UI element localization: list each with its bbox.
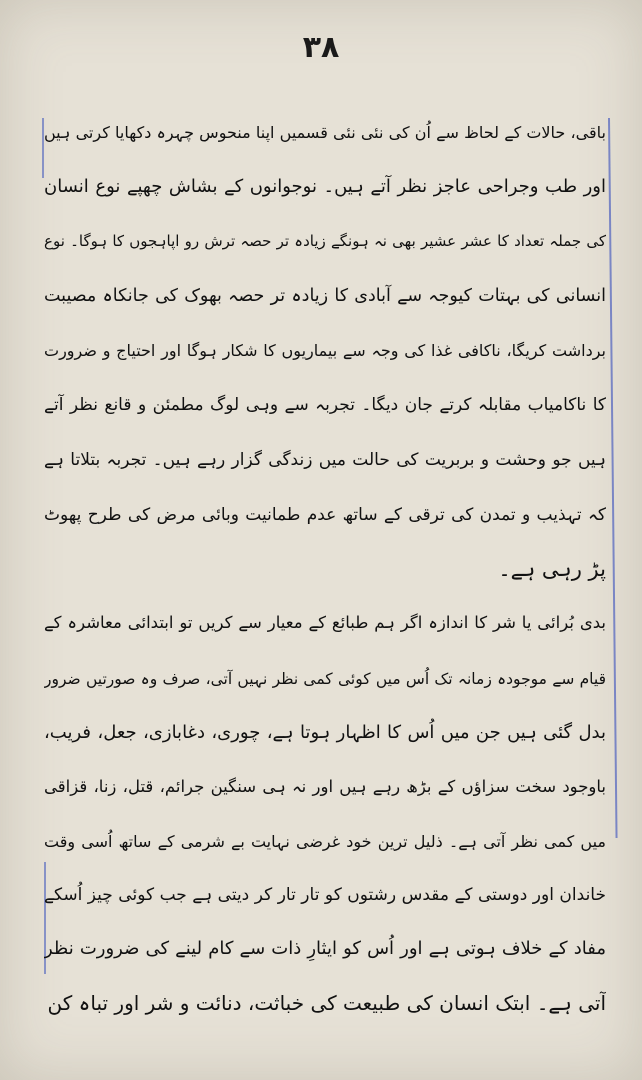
text-line: کی جملہ تعداد کا عشر عشیر بھی نہ ہونگے زیادہ تر حصہ ترش رو اپاہجوں کا ہوگا۔ نوع [44, 232, 606, 250]
text-line: خاندان اور دوستی کے مقدس رشتوں کو تار تار کر دیتی ہے جب کوئی چیز اُسکے [44, 885, 606, 905]
text-line: باقی، حالات کے لحاظ سے اُن کی نئی نئی قسمیں اپنا منحوس چہرہ دکھایا کرتی ہیں [44, 123, 606, 142]
text-line: باوجود سخت سزاؤں کے بڑھ رہے ہیں اور نہ ہی سنگین جرائم، قتل، زنا، قزاقی [44, 777, 606, 796]
text-line: ہیں جو وحشت و بربریت کی حالت میں زندگی گزار رہے ہیں۔ تجربہ بتلاتا ہے [44, 450, 606, 470]
text-line: انسانی کی بہتات کیوجہ سے آبادی کا زیادہ تر حصہ بھوک کی جانکاہ مصیبت [44, 286, 606, 306]
text-line: برداشت کریگا، ناکافی غذا کی وجہ سے بیماریوں کا شکار ہوگا اور احتیاج و ضرورت [44, 341, 606, 360]
text-line: آتی ہے۔ ابتک انسان کی طبیعت کی خباثت، دنائت و شر اور تباہ کن [47, 991, 606, 1015]
text-line: میں کمی نظر آتی ہے۔ ذلیل ترین خود غرضی نہایت بے شرمی کے ساتھ اُسی وقت [44, 832, 606, 851]
text-line: بدی بُرائی یا شر کا اندازہ اگر ہم طبائع کے معیار سے کریں تو ابتدائی معاشرہ کے [44, 613, 606, 632]
text-line: پڑ رہی ہے۔ [498, 557, 606, 581]
page-number: ۳۸ [302, 30, 340, 65]
text-line: بدل گئی ہیں جن میں اُس کا اظہار ہوتا ہے، چوری، دغابازی، جعل، فریب، [44, 722, 606, 743]
text-line: کہ تہذیب و تمدن کی ترقی کے ساتھ عدم طمانیت وبائی مرض کی طرح پھوٹ [44, 505, 606, 525]
text-line: کا ناکامیاب مقابلہ کرتے جان دیگا۔ تجربہ سے وہی لوگ مطمئن و قانع نظر آتے [44, 395, 606, 415]
text-line: مفاد کے خلاف ہوتی ہے اور اُس کو ایثارِ ذات سے کام لینے کی ضرورت نظر [44, 938, 606, 959]
text-line: اور طب وجراحی عاجز نظر آتے ہیں۔ نوجوانوں کے بشاش چھپے نوع انسان [44, 176, 606, 197]
text-line: قیام سے موجودہ زمانہ تک اُس میں کوئی کمی نظر نہیں آتی، صرف وہ صورتیں ضرور [44, 670, 606, 688]
